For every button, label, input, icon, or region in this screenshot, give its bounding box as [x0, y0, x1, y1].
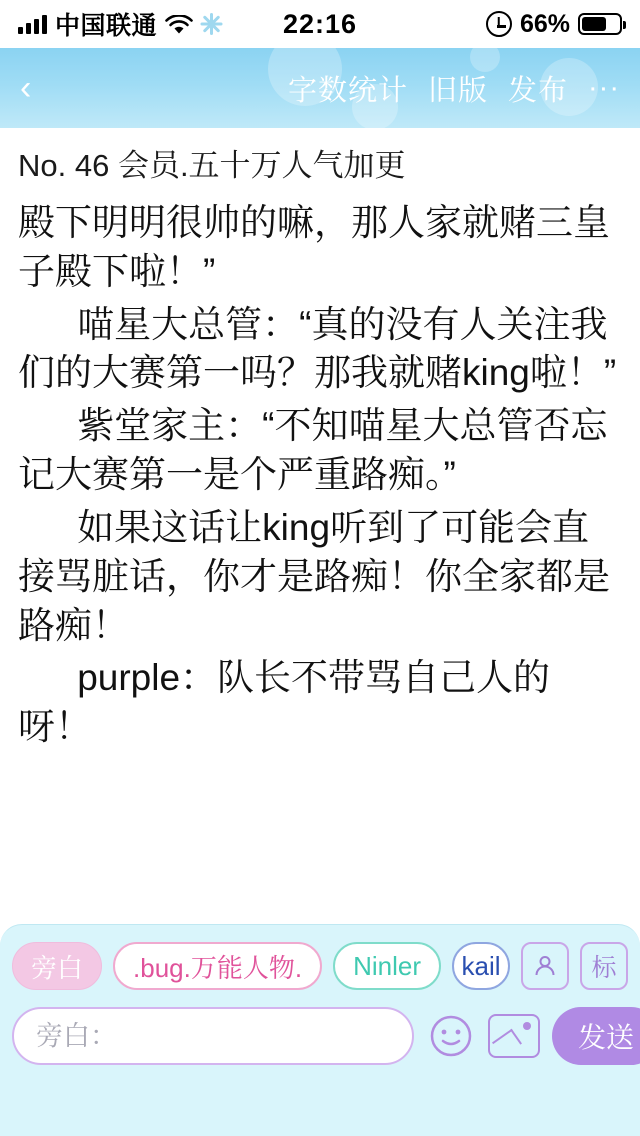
carrier-label: 中国联通	[55, 12, 158, 40]
editor-content[interactable]	[0, 128, 640, 924]
old-version-button[interactable]: 旧版	[427, 74, 488, 107]
back-icon[interactable]: ‹	[20, 69, 32, 107]
paragraph[interactable]: 殿下明明很帅的嘛，那人家就赌三皇子殿下啦！”	[18, 201, 610, 292]
nav-bar	[0, 48, 640, 128]
narration-input[interactable]	[12, 1007, 414, 1065]
character-tag[interactable]: kail	[452, 942, 510, 990]
battery-icon	[578, 13, 622, 35]
more-options-icon[interactable]: ···	[588, 71, 620, 104]
publish-button[interactable]: 发布	[508, 74, 569, 107]
word-count-button[interactable]: 字数统计	[287, 74, 408, 107]
clock-label: 22:16	[282, 8, 358, 39]
character-tag[interactable]: Ninler	[333, 942, 441, 990]
paragraph[interactable]: 紫堂家主：“不知喵星大总管否忘记大赛第一是个严重路痴。”	[18, 405, 608, 496]
mark-button[interactable]: 标	[580, 942, 628, 990]
paragraph[interactable]: 如果这话让king听到了可能会直接骂脏话，你才是路痴！你全家都是路痴！	[18, 506, 610, 646]
chapter-title: No. 46 会员.五十万人气加更	[18, 148, 406, 183]
image-icon[interactable]	[488, 1014, 540, 1058]
character-tag[interactable]: 旁白	[12, 942, 102, 990]
nav-actions	[288, 68, 620, 109]
character-tag-list	[12, 939, 628, 993]
battery-percent-label: 66%	[519, 9, 570, 38]
input-panel	[0, 924, 640, 1136]
smiley-icon[interactable]	[426, 1011, 476, 1061]
paragraph[interactable]: purple：队长不带骂自己人的呀！	[18, 657, 551, 748]
send-button[interactable]: 发送	[552, 1007, 640, 1065]
rotation-lock-icon	[486, 11, 512, 37]
message-input-row	[12, 1007, 635, 1065]
status-bar	[0, 0, 640, 48]
paragraph[interactable]: 喵星大总管：“真的没有人关注我们的大赛第一吗？那我就赌king啦！”	[18, 303, 617, 394]
person-add-icon[interactable]	[521, 942, 569, 990]
character-tag[interactable]: .bug.万能人物.	[113, 942, 322, 990]
